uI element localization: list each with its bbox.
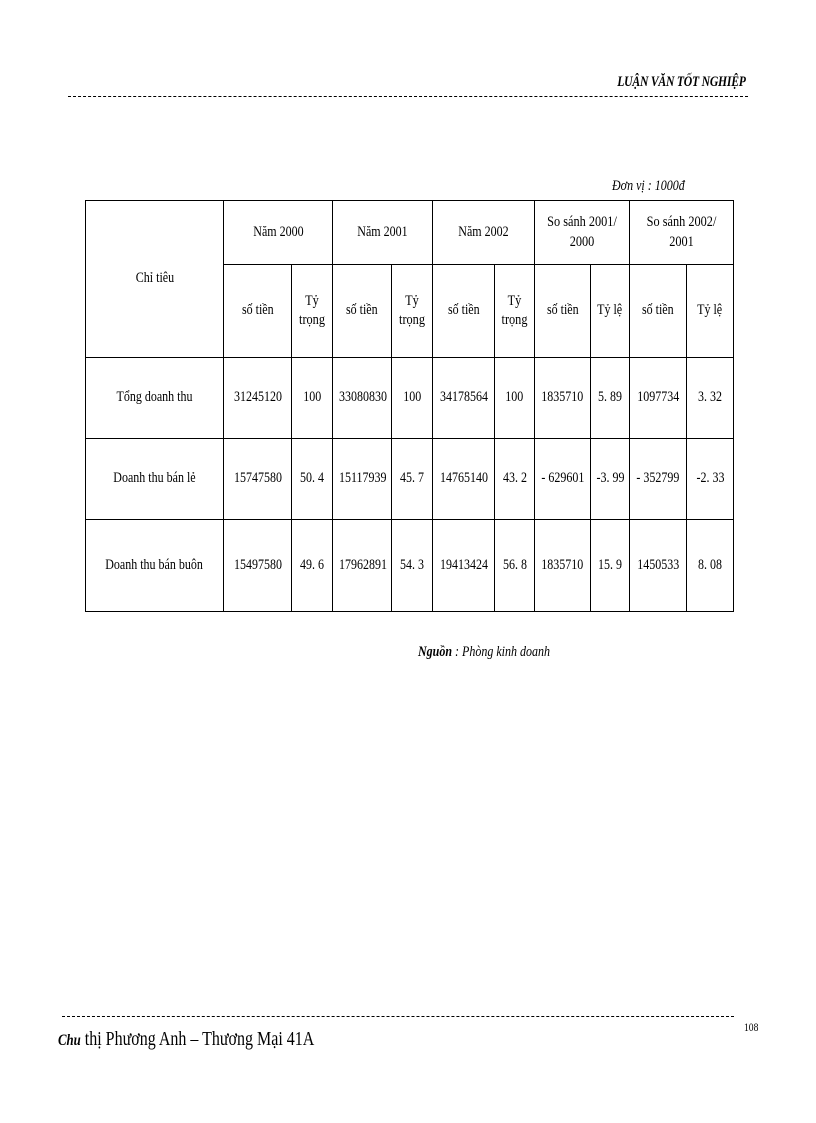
author-mark: Chu: [58, 1032, 81, 1049]
row-header-cell: Chỉ tiêu: [86, 201, 224, 358]
table-cell: 15747580: [224, 439, 292, 520]
row-label: Tổng doanh thu: [86, 358, 224, 439]
table-cell: 31245120: [224, 358, 292, 439]
table-cell: 19413424: [433, 520, 495, 612]
header-divider: [68, 96, 748, 97]
unit-note: Đơn vị : 1000đ: [612, 178, 685, 194]
row-label: Doanh thu bán buôn: [86, 520, 224, 612]
table-cell: 1450533: [630, 520, 687, 612]
table-cell: 56. 8: [495, 520, 535, 612]
source-note: [418, 644, 550, 661]
table-cell: 15117939: [333, 439, 392, 520]
subheader-rate: Tỷ lệ: [687, 265, 734, 358]
source-text: : Phòng kinh doanh: [452, 644, 551, 660]
page-number: 108: [744, 1020, 759, 1034]
table-cell: 100: [292, 358, 333, 439]
table-cell: 100: [495, 358, 535, 439]
table-cell: 8. 08: [687, 520, 734, 612]
subheader-share: Tỷ trọng: [495, 265, 535, 358]
table-cell: 33080830: [333, 358, 392, 439]
source-label: Nguồn: [418, 644, 453, 660]
subheader-amount: số tiền: [333, 265, 392, 358]
table-cell: 1097734: [630, 358, 687, 439]
table-cell: 14765140: [433, 439, 495, 520]
header-title: LUẬN VĂN TỐT NGHIỆP: [617, 74, 746, 90]
table-cell: 45. 7: [392, 439, 433, 520]
group-header-compare-2002-2001: So sánh 2002/ 2001: [630, 201, 734, 265]
table-cell: -2. 33: [687, 439, 734, 520]
table-cell: 100: [392, 358, 433, 439]
table-cell: 34178564: [433, 358, 495, 439]
subheader-amount: số tiền: [630, 265, 687, 358]
table-cell: 1835710: [535, 358, 591, 439]
table-cell: 15. 9: [591, 520, 630, 612]
subheader-amount: số tiền: [433, 265, 495, 358]
revenue-table: [85, 200, 734, 612]
footer-divider: [62, 1016, 734, 1017]
group-header-2000: Năm 2000: [224, 201, 333, 265]
table-cell: - 629601: [535, 439, 591, 520]
table-cell: 17962891: [333, 520, 392, 612]
subheader-share: Tỷ trọng: [292, 265, 333, 358]
table-row: [86, 439, 734, 520]
table-cell: 3. 32: [687, 358, 734, 439]
table-cell: 50. 4: [292, 439, 333, 520]
table-cell: 49. 6: [292, 520, 333, 612]
author-name: thị Phương Anh – Thương Mại 41A: [80, 1028, 315, 1050]
subheader-share: Tỷ trọng: [392, 265, 433, 358]
subheader-amount: số tiền: [224, 265, 292, 358]
table-cell: 43. 2: [495, 439, 535, 520]
subheader-rate: Tỷ lệ: [591, 265, 630, 358]
table-cell: - 352799: [630, 439, 687, 520]
table-cell: 15497580: [224, 520, 292, 612]
table-cell: 5. 89: [591, 358, 630, 439]
table-cell: -3. 99: [591, 439, 630, 520]
table-row: [86, 520, 734, 612]
table-row: [86, 358, 734, 439]
group-header-2001: Năm 2001: [333, 201, 433, 265]
subheader-amount: số tiền: [535, 265, 591, 358]
table-cell: 1835710: [535, 520, 591, 612]
table-cell: 54. 3: [392, 520, 433, 612]
author-line: [58, 1028, 314, 1051]
group-header-compare-2001-2000: So sánh 2001/ 2000: [535, 201, 630, 265]
row-label: Doanh thu bán lẻ: [86, 439, 224, 520]
group-header-2002: Năm 2002: [433, 201, 535, 265]
